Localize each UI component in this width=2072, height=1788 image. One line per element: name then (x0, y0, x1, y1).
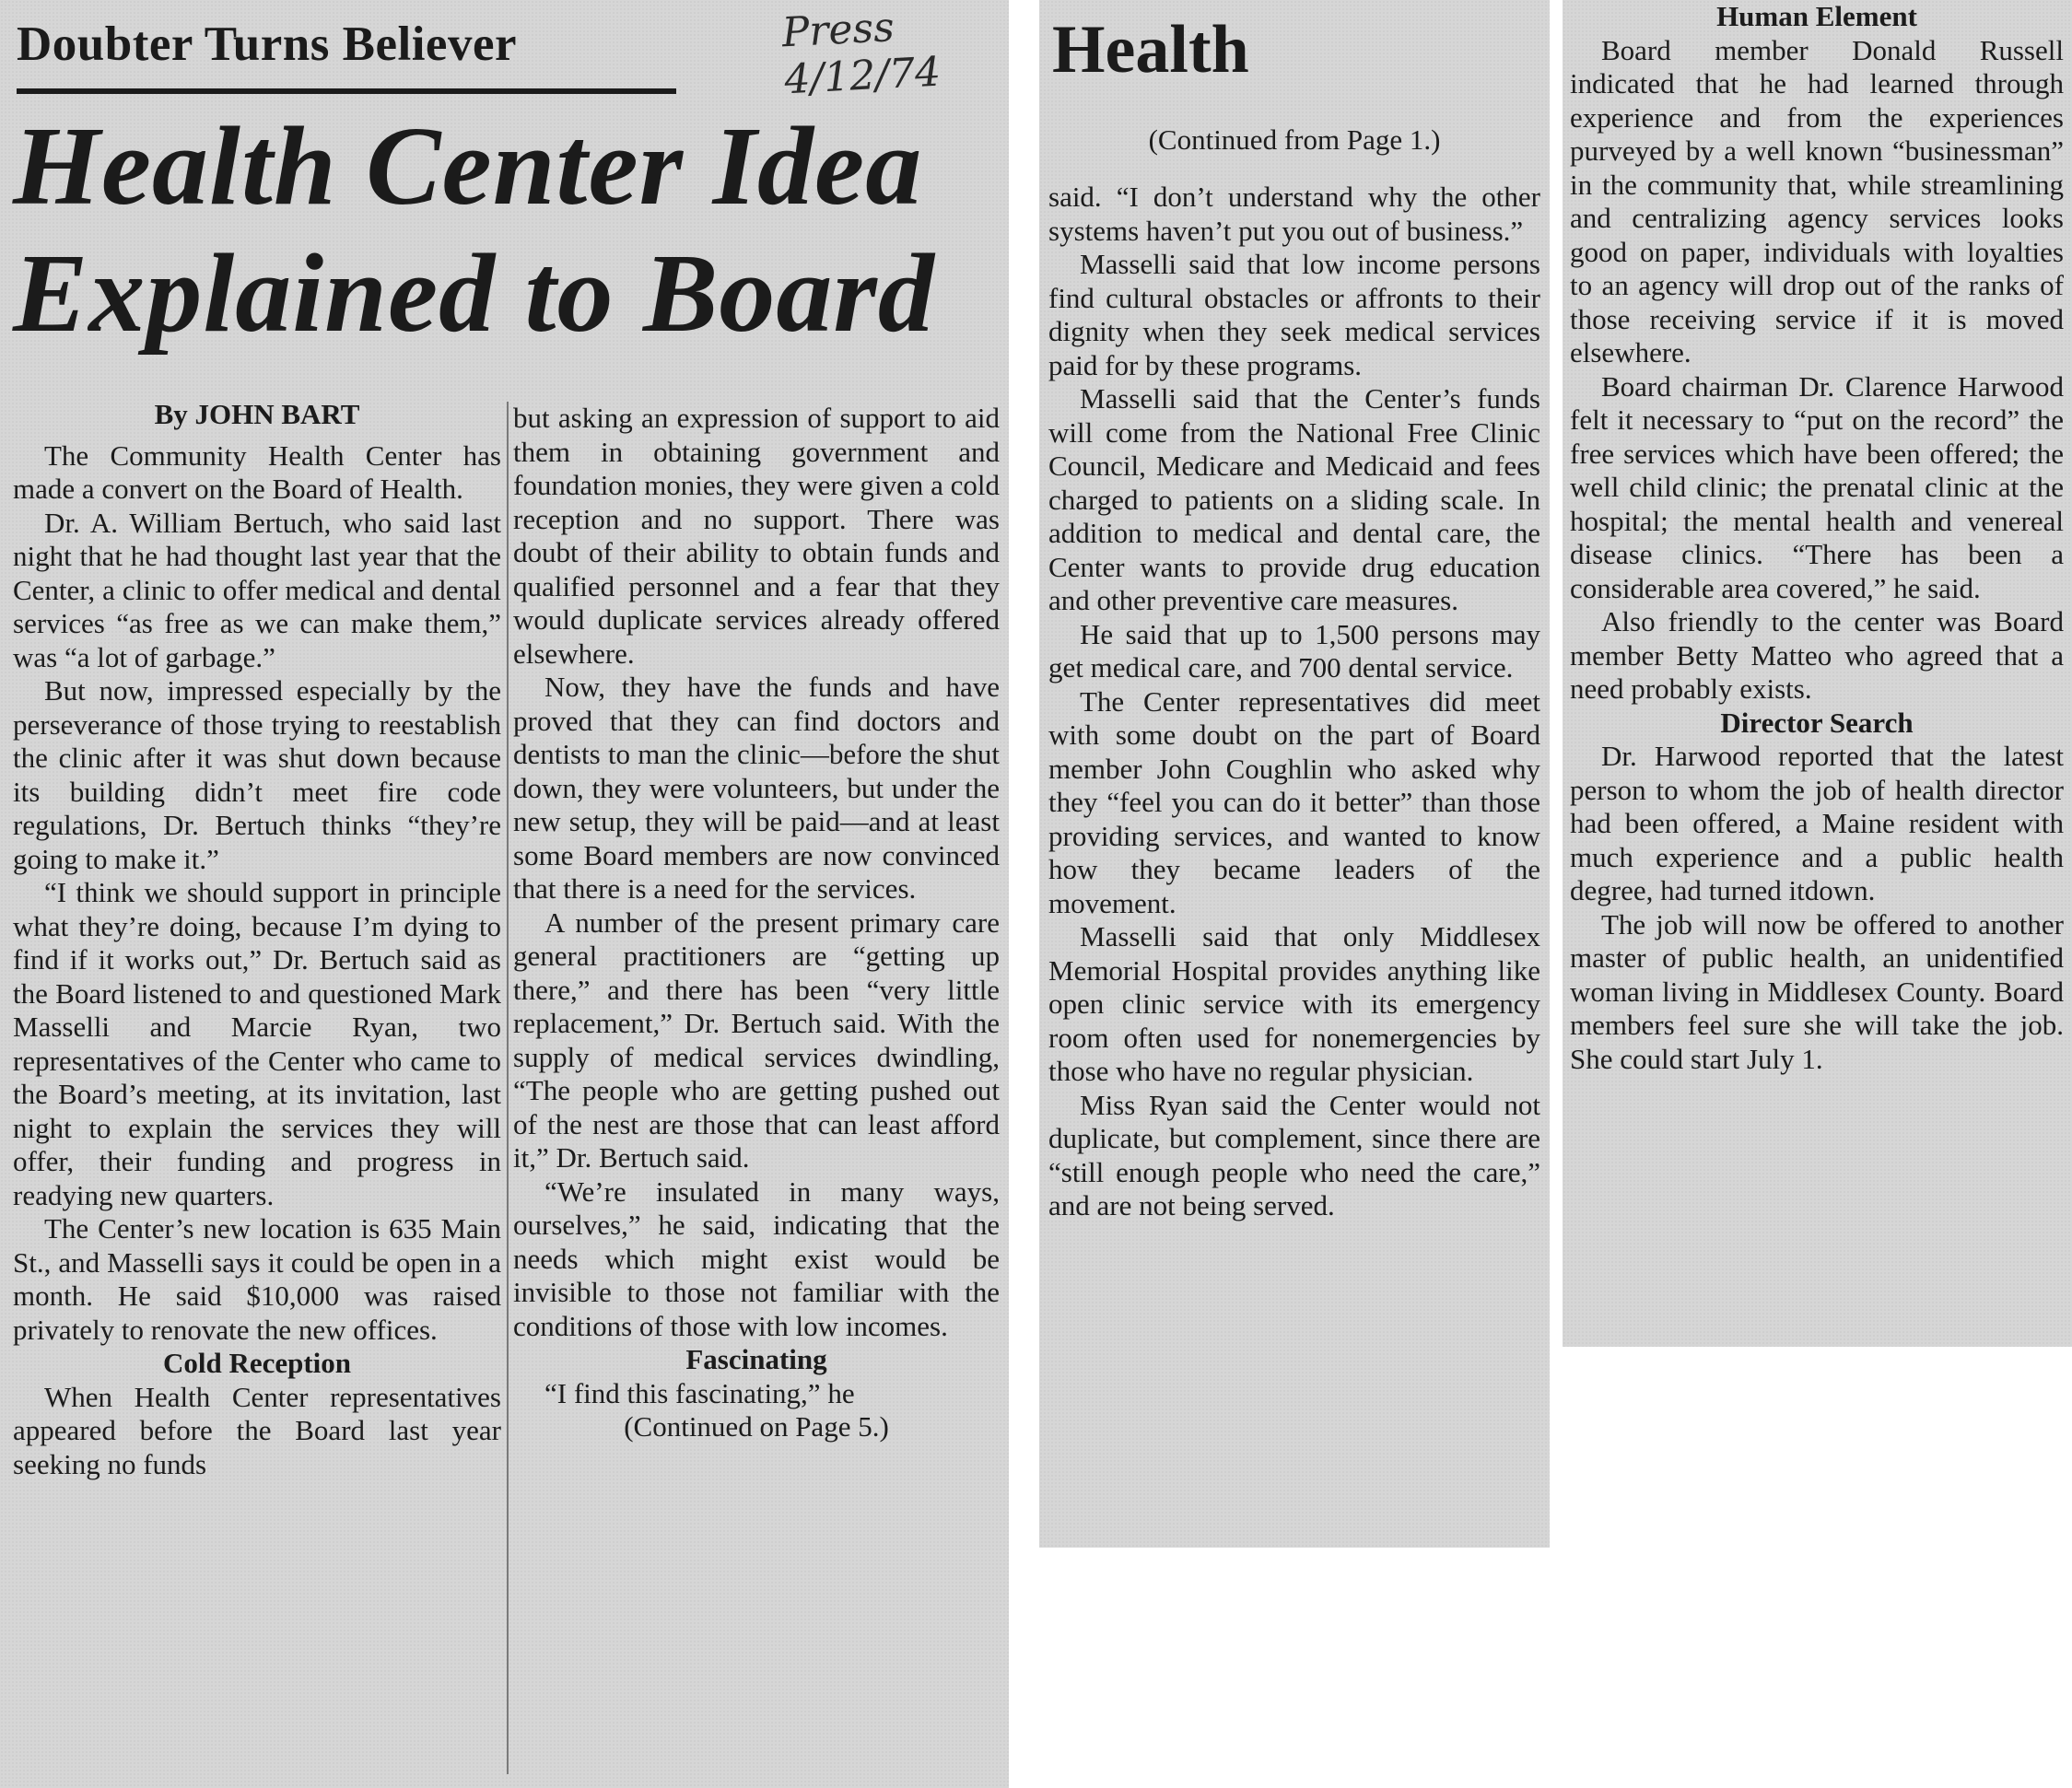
headline-line-1: Health Center Idea (13, 104, 923, 228)
handwritten-date-note: Press 4/12/74 (780, 4, 942, 104)
paragraph: “We’re insulated in many ways, ourselves,” he said, indicating that the needs which might exist would be invisible to those not familiar with the conditions of those with low incomes. (513, 1174, 1000, 1342)
paragraph: Board chairman Dr. Clarence Harwood felt it necessary to “put on the record” the free services which have been offered; the well child clinic; the prenatal clinic at the hospital; the mental health and venereal disease clinics. “There has been a considerable area covered,” he said. (1570, 369, 2064, 604)
paragraph: said. “I don’t understand why the other systems haven’t put you out of business.” (1048, 181, 1540, 247)
continued-on-note: (Continued on Page 5.) (624, 1410, 889, 1443)
paragraph: Masselli said that low income persons find cultural obstacles or affronts to their dignity when they seek medical services paid for by these programs. (1048, 248, 1540, 381)
continued-clipping (1039, 0, 1550, 1548)
article-column-3 (1048, 181, 1540, 1223)
paragraph: The job will now be offered to another master of public health, an unidentified woman living in Middlesex County. Board members feel sure she will take the job. She could start July 1. (1570, 907, 2064, 1075)
continued-from-note: (Continued from Page 1.) (1148, 123, 1441, 156)
paragraph: He said that up to 1,500 persons may get medical care, and 700 dental service. (1048, 617, 1540, 684)
paragraph: The Community Health Center has made a convert on the Board of Health. (13, 438, 501, 505)
paragraph: Dr. A. William Bertuch, who said last night that he had thought last year that the Center, a clinic to offer medical and dental services “as free as we can make them,” was “a lot of garbage.” (13, 506, 501, 673)
paragraph: The Center representatives did meet with some doubt on the part of Board member John Coughlin who asked why they “feel you can do it better” than those providing services, and wanted to know how they became leaders of the movement. (1048, 684, 1540, 919)
subhead-director-search: Director Search (1720, 706, 1914, 739)
paragraph: but asking an expression of support to aid them in obtaining government and foundation monies, they were given a cold reception and no support. There was doubt of their ability to obtain funds and qualified personnel and a fear that they would duplicate services already offered elsewhere. (513, 402, 1000, 670)
paragraph: But now, impressed especially by the perseverance of those trying to reestablish the clinic after it was shut down because its building didn’t meet fire code regulations, Dr. Bertuch thinks “they’re going to make it.” (13, 674, 501, 875)
headline-line-2: Explained to Board (13, 231, 935, 356)
paragraph: Now, they have the funds and have proved that they can find doctors and dentists to man the clinic—before the shut down, they were volunteers, but under the new setup, they will be paid—and at least some Board members are now convinced that there is a need for the services. (513, 671, 1000, 905)
subhead-fascinating: Fascinating (685, 1343, 827, 1375)
subhead-cold-reception: Cold Reception (162, 1347, 352, 1379)
main-clipping (0, 0, 1009, 1788)
subhead-human-element: Human Element (1716, 0, 1917, 32)
paragraph: Dr. Harwood reported that the latest person to whom the job of health director had been offered, a Maine resident with much experience and a public health degree, had turned itdown. (1570, 740, 2064, 906)
byline: By JOHN BART (154, 398, 360, 430)
article-column-4 (1570, 0, 2064, 1076)
paragraph: Also friendly to the center was Board member Betty Matteo who agreed that a need probably exists. (1570, 605, 2064, 705)
paragraph: Masselli said that only Middlesex Memorial Hospital provides anything like open clinic service with its emergency room often used for nonemergencies by those who have no regular physician. (1048, 920, 1540, 1087)
article-column-2 (513, 402, 1000, 1444)
continuation-heading: Health (1052, 12, 1249, 88)
kicker-rule (17, 88, 676, 94)
column-divider (507, 402, 509, 1774)
paragraph: A number of the present primary care general practitioners are “getting up there,” and there has been “very little replacement,” Dr. Bertuch said. With the supply of medical services dwindling, “The people who are getting pushed out of the nest are those that can least afford it,” Dr. Bertuch said. (513, 906, 1000, 1174)
paragraph: When Health Center representatives appeared before the Board last year seeking no funds (13, 1380, 501, 1480)
kicker-headline: Doubter Turns Believer (17, 18, 517, 71)
paragraph: Miss Ryan said the Center would not duplicate, but complement, since there are “still enough people who need the care,” and are not being served. (1048, 1088, 1540, 1221)
paragraph: Masselli said that the Center’s funds will come from the National Free Clinic Council, Medicare and Medicaid and fees charged to patients on a sliding scale. In addition to medical and dental care, the Center wants to provide drug education and other preventive care measures. (1048, 382, 1540, 616)
paragraph: The Center’s new location is 635 Main St., and Masselli says it could be open in a month. He said $10,000 was raised privately to renovate the new offices. (13, 1212, 501, 1346)
continued-clipping-column-4 (1563, 0, 2072, 1347)
article-column-1 (13, 398, 501, 1481)
paragraph: Board member Donald Russell indicated that he had learned through experience and from the experiences purveyed by a well known “businessman” in the community that, while streamlining and centralizing agency services looks good on paper, individuals with loyalties to an agency will drop out of the ranks of those receiving service if it is moved elsewhere. (1570, 33, 2064, 368)
paragraph: “I find this fascinating,” he (544, 1376, 855, 1409)
paragraph: “I think we should support in principle what they’re doing, because I’m dying to find if it works out,” Dr. Bertuch said as the Board listened to and questioned Mark Masselli and Marcie Ryan, two representatives of the Center who came to the Board’s meeting, at its invitation, last night to explain the services they will offer, their funding and progress in readying new quarters. (13, 876, 501, 1211)
